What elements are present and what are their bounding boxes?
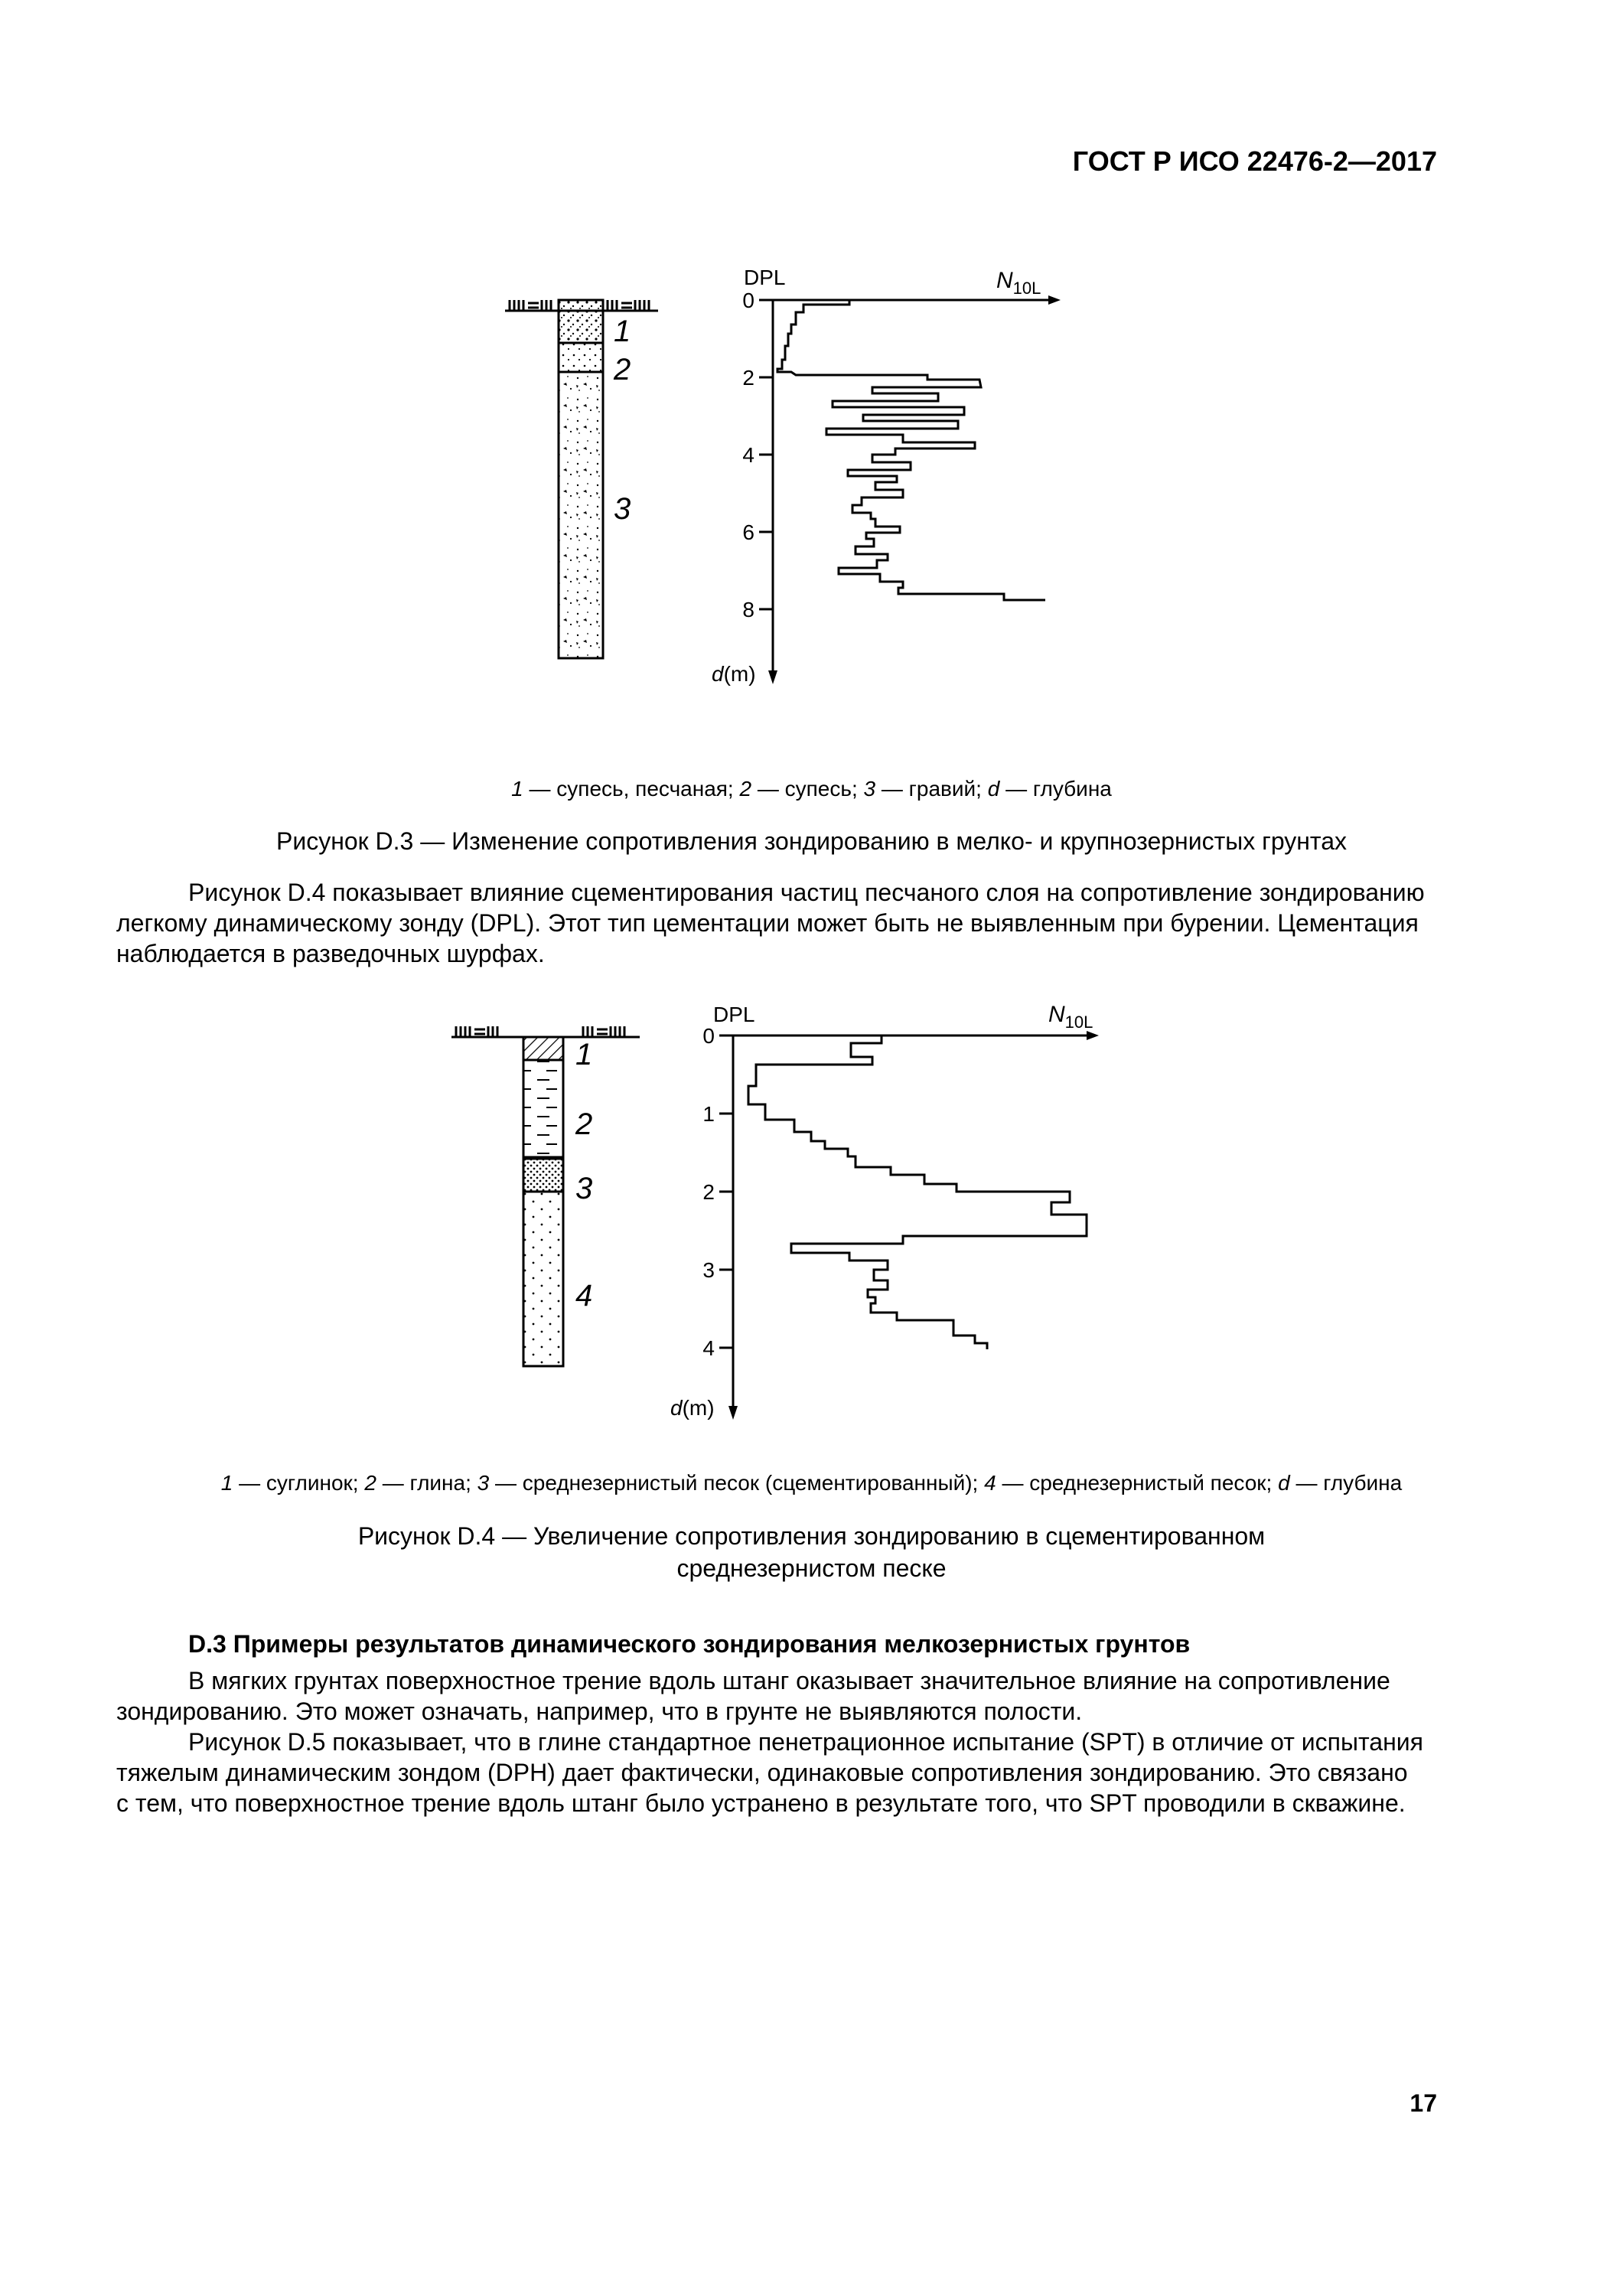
instrument-label: DPL <box>744 266 786 289</box>
borehole-column <box>523 1037 563 1366</box>
document-code: ГОСТ Р ИСО 22476-2—2017 <box>1072 145 1437 177</box>
svg-text:4: 4 <box>742 443 754 467</box>
section-d3-p1-line-1: В мягких грунтах поверхностное трение вдоль штанг оказывает значительное влияние на сопротивление <box>188 1667 1390 1694</box>
section-d3-p2-line-2: тяжелым динамическим зондом (DPH) дает фактически, одинаковые сопротивления зондированию. Это связано <box>116 1759 1408 1786</box>
paragraph-d4-line-3: наблюдается в разведочных шурфах. <box>116 940 545 967</box>
layer-label-2: 2 <box>575 1107 593 1141</box>
layer-label-1: 1 <box>614 315 631 348</box>
layer-2 <box>559 343 603 372</box>
svg-text:8: 8 <box>742 598 754 621</box>
y-tick-4 <box>702 1336 733 1360</box>
y-tick-0 <box>702 1024 733 1048</box>
x-axis-label: $N_{10L}$ <box>1048 1002 1093 1032</box>
blows-axis-arrow <box>1048 295 1061 305</box>
svg-text:0: 0 <box>702 1024 715 1048</box>
layer-1 <box>559 300 603 343</box>
page-number: 17 <box>1410 2089 1437 2117</box>
borehole-column <box>559 300 603 658</box>
y-tick-6 <box>742 520 773 544</box>
svg-text:6: 6 <box>742 520 754 544</box>
figure-d4-caption-line-1: Рисунок D.4 — Увеличение сопротивления зондированию в сцементированном <box>357 1522 1266 1550</box>
layer-3 <box>559 372 603 658</box>
layer-label-1: 1 <box>575 1038 593 1071</box>
figure-d4 <box>429 983 1133 1443</box>
section-d3-p1-line-2: зондированию. Это может означать, например, что в грунте не выявляются полости. <box>116 1698 1083 1725</box>
svg-text:2: 2 <box>702 1180 715 1204</box>
svg-text:4: 4 <box>702 1336 715 1360</box>
section-d3-p2-line-3: с тем, что поверхностное трение вдоль штанг было устранено в результате того, что SPT проводили в скважине. <box>116 1789 1406 1817</box>
figure-d3-caption: Рисунок D.3 — Изменение сопротивления зондированию в мелко- и крупнозернистых грунтах <box>275 827 1348 855</box>
layer-label-3: 3 <box>575 1172 593 1205</box>
figure-d4-caption <box>0 1520 1623 1584</box>
ground-surface-hatch <box>451 1026 640 1037</box>
svg-text:3: 3 <box>702 1258 715 1282</box>
svg-text:0: 0 <box>742 289 754 312</box>
figure-d3 <box>474 245 1102 704</box>
y-axis-label: d(m) <box>670 1396 715 1420</box>
depth-axis-arrow <box>768 670 777 684</box>
section-heading-d3: D.3 Примеры результатов динамического зондирования мелкозернистых грунтов <box>188 1630 1191 1658</box>
layer-label-3: 3 <box>614 492 631 526</box>
resistance-curve <box>733 1035 1087 1349</box>
y-tick-2 <box>702 1180 733 1204</box>
blows-axis-arrow <box>1087 1031 1099 1040</box>
paragraph-d4 <box>116 877 1442 969</box>
section-d3-paragraph-2 <box>116 1727 1442 1818</box>
figure-d4-caption-line-2: среднезернистом песке <box>676 1554 947 1582</box>
svg-text:2: 2 <box>742 366 754 390</box>
y-axis-label: d(m) <box>712 662 756 686</box>
figure-d4-legend: 1 — суглинок; 2 — глина; 3 — среднезернистый песок (сцементированный); 4 — среднезернистый песок; d — глубина <box>220 1471 1403 1495</box>
x-axis-label: $N_{10L}$ <box>996 268 1041 298</box>
layer-2 <box>523 1060 563 1158</box>
layer-label-2: 2 <box>614 353 631 386</box>
y-tick-0 <box>742 289 773 312</box>
layer-1 <box>523 1037 563 1060</box>
svg-text:1: 1 <box>702 1102 715 1126</box>
layer-label-4: 4 <box>575 1279 593 1313</box>
instrument-label: DPL <box>713 1003 755 1026</box>
depth-axis-arrow <box>728 1406 738 1420</box>
resistance-curve <box>773 300 1045 600</box>
paragraph-d4-line-1: Рисунок D.4 показывает влияние сцементирования частиц песчаного слоя на сопротивление зондированию <box>188 879 1425 906</box>
y-tick-8 <box>742 598 773 621</box>
layer-3 <box>523 1158 563 1192</box>
section-d3-paragraph-1 <box>116 1665 1442 1727</box>
y-tick-1 <box>702 1102 733 1126</box>
y-tick-2 <box>742 366 773 390</box>
paragraph-d4-line-2: легкому динамическому зонду (DPL). Этот тип цементации может быть не выявленным при бурении. Цементация <box>116 909 1419 937</box>
figure-d3-legend: 1 — супесь, песчаная; 2 — супесь; 3 — гравий; d — глубина <box>511 777 1112 801</box>
section-d3-p2-line-1: Рисунок D.5 показывает, что в глине стандартное пенетрационное испытание (SPT) в отличие от испытания <box>188 1728 1423 1756</box>
y-tick-4 <box>742 443 773 467</box>
y-tick-3 <box>702 1258 733 1282</box>
layer-4 <box>523 1192 563 1366</box>
